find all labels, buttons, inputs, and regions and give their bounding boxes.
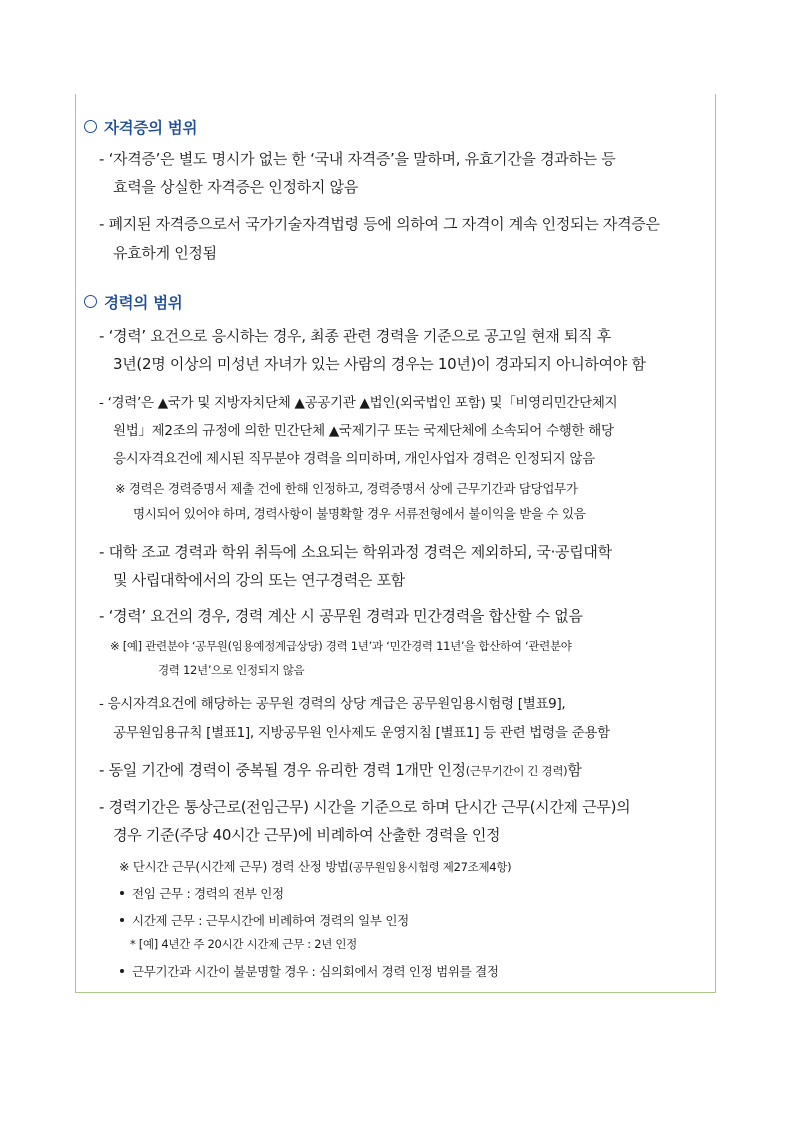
paragraph-line: - 경력기간은 통상근로(전임근무) 시간을 기준으로 하며 단시간 근무(시간제 근무)의	[99, 798, 631, 816]
line-tail: 함	[567, 761, 582, 779]
paragraph-line: 원법」제2조의 규정에 의한 민간단체 ▲국제기구 또는 국제단체에 소속되어 수행한 해당	[113, 423, 614, 439]
paragraph-line: 효력을 상실한 자격증은 인정하지 않음	[113, 178, 358, 196]
note-small: (공무원임용시험령 제27조제4항)	[348, 860, 512, 874]
paragraph-line: 3년(2명 이상의 미성년 자녀가 있는 사람의 경우는 10년)이 경과되지 아니하여야 함	[113, 355, 646, 373]
bullet-text: 근무기간과 시간이 불분명할 경우 : 심의회에서 경력 인정 범위를 결정	[132, 964, 499, 979]
bullet-icon	[120, 969, 124, 973]
heading-text: 자격증의 범위	[104, 119, 198, 137]
line-main: - 동일 기간에 경력이 중복될 경우 유리한 경력 1개만 인정	[99, 761, 466, 779]
paragraph-line: 응시자격요건에 제시된 직무분야 경력을 의미하며, 개인사업자 경력은 인정되지 않음	[113, 451, 595, 467]
bullet-text: 전임 근무 : 경력의 전부 인정	[132, 886, 284, 901]
heading-text: 경력의 범위	[104, 294, 183, 312]
paragraph-line: - 응시자격요건에 해당하는 공무원 경력의 상당 계급은 공무원임용시험령 [별표9],	[99, 696, 566, 712]
note-line	[119, 857, 511, 875]
note-line: ※ 경력은 경력증명서 제출 건에 한해 인정하고, 경력증명서 상에 근무기간과 담당업무가	[115, 481, 578, 496]
note-line: 경력 12년’으로 인정되지 않음	[158, 663, 305, 677]
paragraph-line: - 대학 조교 경력과 학위 취득에 소요되는 학위과정 경력은 제외하되, 국·공립대학	[99, 543, 612, 561]
paragraph-line: - ‘경력’ 요건으로 응시하는 경우, 최종 관련 경력을 기준으로 공고일 현재 퇴직 후	[99, 327, 612, 345]
circle-icon	[84, 120, 97, 133]
note-line: ※ [예] 관련분야 ‘공무원(임용예정계급상당) 경력 1년’과 ‘민간경력 11년’을 합산하여 ‘관련분야	[110, 639, 572, 653]
line-small: (근무기간이 긴 경력)	[465, 764, 568, 778]
bullet-item	[120, 911, 409, 929]
paragraph-line: 유효하게 인정됨	[113, 244, 217, 262]
paragraph-line	[99, 759, 582, 780]
bullet-icon	[120, 891, 124, 895]
note-main: ※ 단시간 근무(시간제 근무) 경력 산정 방법	[119, 859, 349, 874]
bullet-text: 시간제 근무 : 근무시간에 비례하여 경력의 일부 인정	[132, 913, 409, 928]
paragraph-line: - ‘경력’ 요건의 경우, 경력 계산 시 공무원 경력과 민간경력을 합산할 수 없음	[99, 607, 583, 625]
section-heading-experience	[84, 291, 182, 313]
bullet-item	[120, 884, 284, 902]
paragraph-line: - ‘경력’은 ▲국가 및 지방자치단체 ▲공공기관 ▲법인(외국법인 포함) 및「비영리민간단체지	[99, 395, 618, 411]
circle-icon	[84, 295, 97, 308]
paragraph-line: - 폐지된 자격증으로서 국가기술자격법령 등에 의하여 그 자격이 계속 인정되는 자격증은	[99, 215, 660, 233]
bullet-icon	[120, 918, 124, 922]
paragraph-line: 경우 기준(주당 40시간 근무)에 비례하여 산출한 경력을 인정	[113, 826, 501, 844]
bullet-item	[120, 962, 499, 980]
paragraph-line: 및 사립대학에서의 강의 또는 연구경력은 포함	[113, 571, 405, 589]
section-heading-certificates	[84, 116, 197, 138]
example-line: * [예] 4년간 주 20시간 시간제 근무 : 2년 인정	[130, 937, 357, 951]
paragraph-line: 공무원임용규칙 [별표1], 지방공무원 인사제도 운영지침 [별표1] 등 관련 법령을 준용함	[113, 725, 610, 741]
paragraph-line: - ‘자격증’은 별도 명시가 없는 한 ‘국내 자격증’을 말하며, 유효기간을 경과하는 등	[99, 150, 616, 168]
note-line: 명시되어 있어야 하며, 경력사항이 불명확할 경우 서류전형에서 불이익을 받을 수 있음	[133, 506, 586, 521]
